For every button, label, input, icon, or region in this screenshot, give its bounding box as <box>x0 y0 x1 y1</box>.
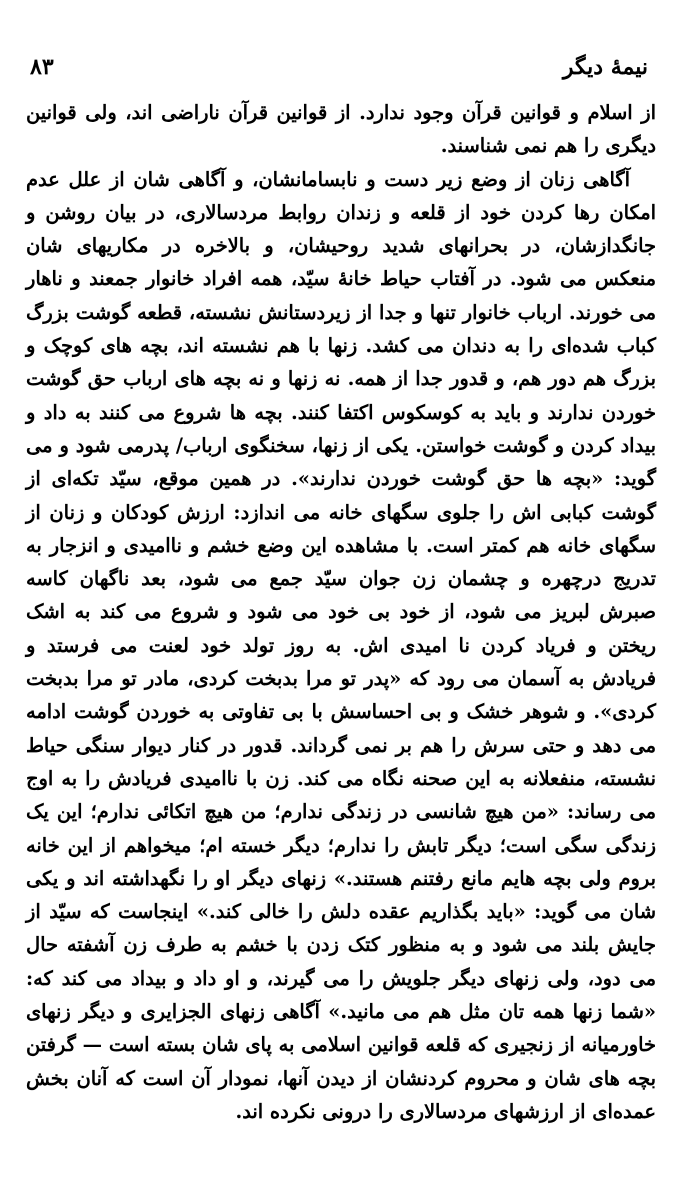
paragraph: آگاهی زنان از وضع زیر دست و نابسامانشان، و آگاهی شان از علل عدم امکان رها کردن خود از قلعه و زندان روابط مردسالاری، در بیان روشن و جانگدازشان، در بحرانهای شدید روحیشان، و بالاخره در مکاریهای شان منعکس می شود. در آفتاب حیاط خانهٔ سیّد، همه افراد خانوار جمعند و ناهار می خورند. ارباب خانوار تنها و جدا از زیردستانش نشسته، قطعه گوشت بزرگ کباب شده‌ای را به دندان می کشد. زنها با هم نشسته اند، بچه های کوچک و بزرگ هم دور هم، و قدور جدا از همه. نه زنها و نه بچه های ارباب حق گوشت خوردن ندارند و باید به کوسکوس اکتفا کنند. بچه ها شروع می کنند به داد و بیداد کردن و گوشت خواستن. یکی از زنها، سخنگوی ارباب/ پدرمی شود و می گوید: «بچه ها حق گوشت خوردن ندارند». در همین موقع، سیّد تکه‌ای از گوشت کبابی اش را جلوی سگهای خانه می اندازد: ارزش کودکان و زنان از سگهای خانه هم کمتر است. با مشاهده این وضع خشم و ناامیدی و انزجار به تدریج درچهره و چشمان زن جوان سیّد جمع می شود، بعد ناگهان کاسه صبرش لبریز می شود، از خود بی خود می شود و شروع می کند به اشک ریختن و فریاد کردن نا امیدی اش. به روز تولد خود لعنت می فرستد و فریادش به آسمان می رود که «پدر تو مرا بدبخت کردی، مادر تو مرا بدبخت کردی». و شوهر خشک و بی احساسش با بی تفاوتی به خوردن گوشت ادامه می دهد و حتی سرش را هم بر نمی گرداند. قدور در کنار دیوار سنگی حیاط نشسته، منفعلانه به این صحنه نگاه می کند. زن با ناامیدی فریادش را به اوج می رساند: «من هیچ شانسی در زندگی ندارم؛ من هیچ اتکائی ندارم؛ این یک زندگی سگی است؛ دیگر تابش را ندارم؛ دیگر خسته ام؛ میخواهم از این خانه بروم ولی بچه هایم مانع رفتنم هستند.» زنهای دیگر او را نگهداشته اند و یکی شان می گوید: «باید بگذاریم عقده دلش را خالی کند.» اینجاست که سیّد از جایش بلند می شود و به منظور کتک زدن با خشم به طرف زن آشفته حال می دود، ولی زنهای دیگر جلویش را می گیرند، و او داد و بیداد می کند که: «شما زنها همه تان مثل هم می مانید.» آگاهی زنهای الجزایری و دیگر زنهای خاورمیانه از زنجیری که قلعه قوانین اسلامی به پای شان بسته است — گرفتن بچه های شان و محروم کردنشان از دیدن آنها، نمودار آن است که آنان بخش عمده‌ای از ارزشهای مردسالاری را درونی نکرده اند. <box>26 167 656 1123</box>
paragraph-continued: از اسلام و قوانین قرآن وجود ندارد. از قوانین قرآن ناراضی اند، ولی قوانین دیگری را هم نمی شناسند. <box>26 101 656 158</box>
page-number: ۸۳ <box>30 54 54 80</box>
running-title: نیمهٔ دیگر <box>562 54 648 80</box>
body-text <box>26 96 656 1128</box>
page-header <box>26 52 656 96</box>
